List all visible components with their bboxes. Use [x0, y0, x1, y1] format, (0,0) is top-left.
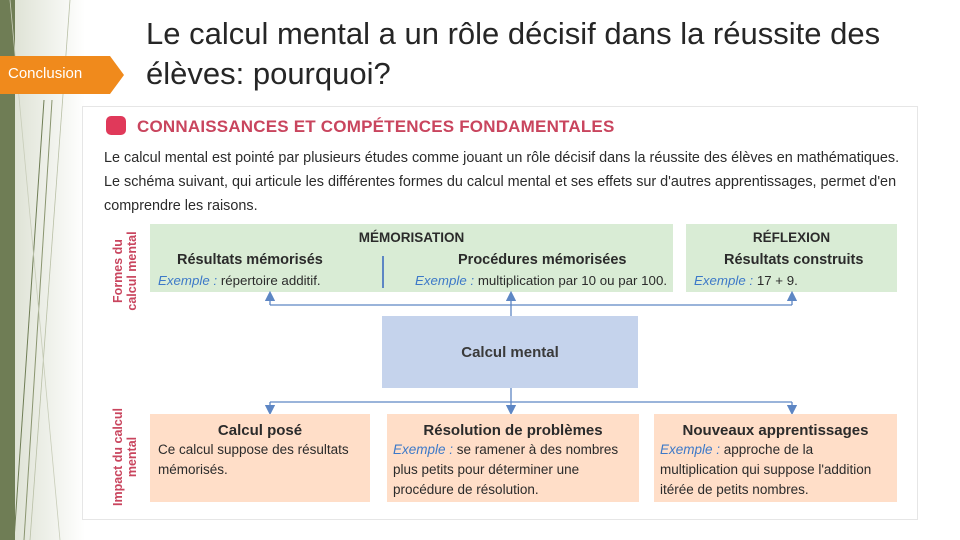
impact-text — [660, 440, 897, 500]
impact-line: Ce calcul suppose des résultats — [158, 442, 349, 457]
impact-line: mémorisés. — [158, 462, 228, 477]
constructed-results-title: Résultats construits — [724, 252, 864, 268]
impact-box-resolution — [387, 414, 639, 502]
impact-line — [393, 440, 639, 460]
impact-line: multiplication qui suppose l'addition — [660, 462, 872, 477]
impact-title: Nouveaux apprentissages — [682, 422, 869, 439]
impact-line — [660, 440, 897, 460]
example-label: Exemple : — [158, 273, 218, 288]
section-tag-label: Conclusion — [8, 65, 83, 82]
impact-line: itérée de petits nombres. — [660, 482, 809, 497]
reflexion-header: RÉFLEXION — [752, 230, 831, 245]
example-label: Exemple : — [694, 273, 754, 288]
memorised-procedures-title: Procédures mémorisées — [458, 252, 627, 268]
calcul-mental-label: Calcul mental — [461, 343, 559, 361]
example-label: Exemple : — [415, 273, 475, 288]
impact-line: plus petits pour déterminer une — [393, 462, 580, 477]
impact-line: procédure de résolution. — [393, 482, 539, 497]
example-text: se ramener à des nombres — [453, 442, 619, 457]
example-text: 17 + 9. — [753, 273, 798, 288]
memorisation-header: MÉMORISATION — [358, 230, 465, 245]
side-label-forms: Formes du calcul mental — [111, 231, 139, 311]
impact-box-calcul-pose — [150, 414, 370, 502]
impact-box-nouveaux — [654, 414, 897, 502]
figure-intro: Le calcul mental est pointé par plusieurs études comme jouant un rôle décisif dans la réussite des élèves en mathématiques. Le schéma suivant, qui articule les différentes formes du calcul mental et ses effets sur d'autres apprentissages, permet d'en comprendre les raisons. — [104, 150, 900, 214]
slide-title: Le calcul mental a un rôle décisif dans la réussite des élèves: pourquoi? — [146, 16, 881, 91]
example-label: Exemple : — [660, 442, 721, 457]
example-label: Exemple : — [393, 442, 454, 457]
figure-heading-text: CONNAISSANCES ET COMPÉTENCES FONDAMENTALES — [137, 117, 615, 136]
impact-title: Calcul posé — [217, 422, 303, 439]
impact-title: Résolution de problèmes — [423, 422, 603, 439]
example-text: approche de la — [720, 442, 814, 457]
impact-text — [393, 440, 639, 500]
calcul-mental-box — [382, 316, 638, 388]
side-label-impact: Impact du calcul mental — [111, 408, 139, 506]
impact-text — [158, 440, 349, 480]
example-text: multiplication par 10 ou par 100. — [474, 273, 668, 288]
example-text: répertoire additif. — [217, 273, 321, 288]
memorised-results-title: Résultats mémorisés — [177, 252, 323, 268]
